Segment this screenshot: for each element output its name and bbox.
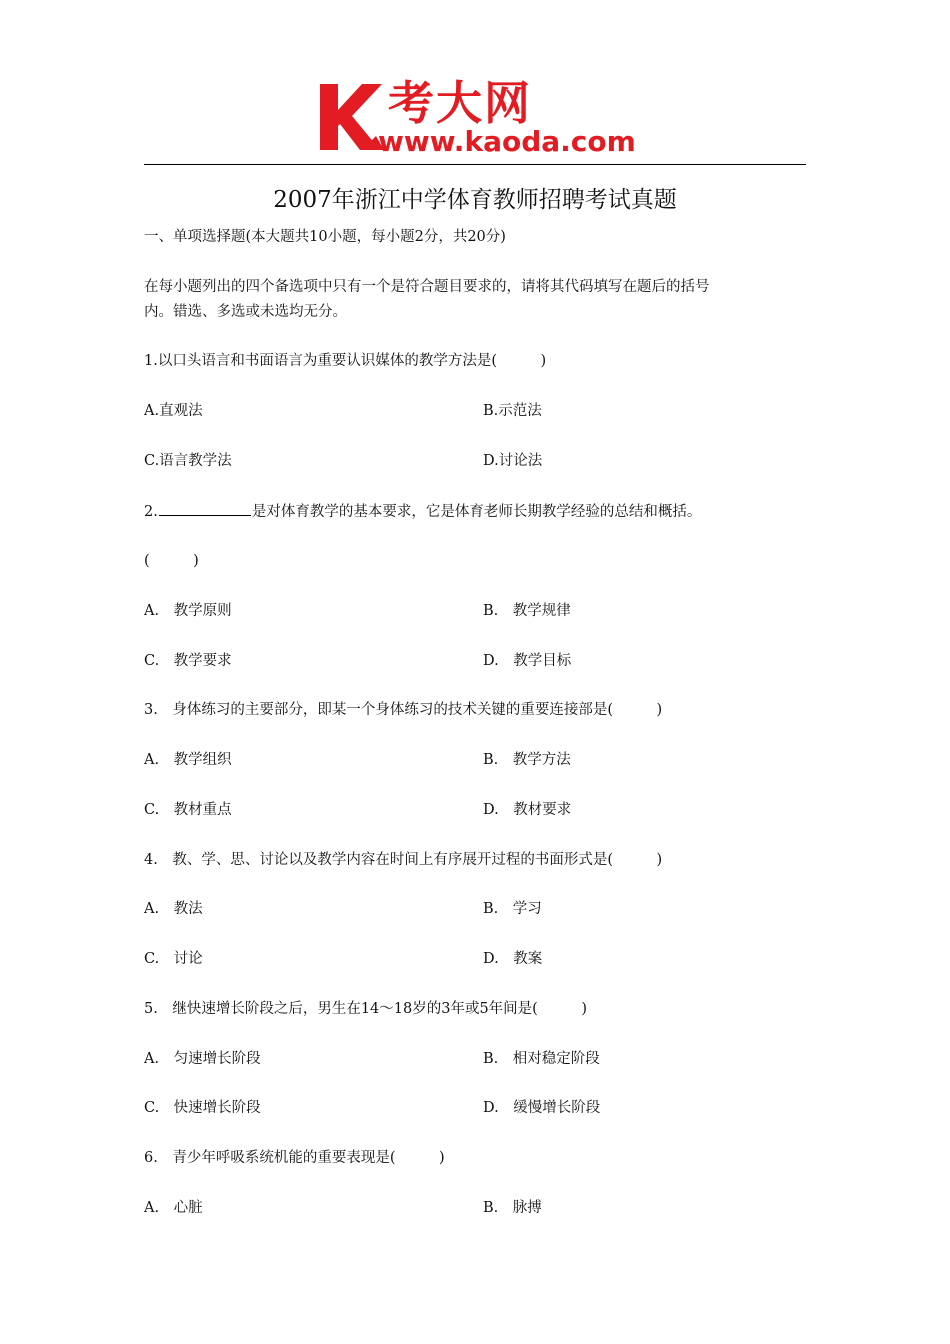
question-2-option-d: D. 教学目标 [483,653,572,669]
fill-blank [159,499,251,516]
question-3-option-a: A. 教学组织 [144,752,232,768]
question-4-option-a: A. 教法 [144,901,203,917]
question-3-option-c: C. 教材重点 [144,802,232,818]
section-heading: 一、单项选择题(本大题共10小题，每小题2分，共20分) [144,229,506,245]
question-5-option-b: B. 相对稳定阶段 [483,1051,600,1067]
logo-brand-text: 考大网 [388,76,532,130]
question-2-stem [144,499,701,524]
question-5-option-c: C. 快速增长阶段 [144,1100,261,1116]
question-2-option-c: C. 教学要求 [144,653,232,669]
question-3-option-b: B. 教学方法 [483,752,571,768]
instruction-line-2: 内。错选、多选或未选均无分。 [144,304,347,320]
question-3-stem: 3. 身体练习的主要部分，即某一个身体练习的技术关键的重要连接部是( ) [144,702,663,718]
question-5-stem: 5. 继快速增长阶段之后，男生在14～18岁的3年或5年间是( ) [144,1001,587,1017]
logo-url-text: www.kaoda.com [378,125,636,158]
k-logo-icon [318,80,384,152]
header-divider [144,164,806,165]
kaoda-logo[interactable] [318,78,640,158]
question-2-option-a: A. 教学原则 [144,603,232,619]
question-4-option-d: D. 教案 [483,951,543,967]
question-1-option-b: B.示范法 [483,403,542,419]
question-1-option-d: D.讨论法 [483,453,543,469]
question-1-stem: 1.以口头语言和书面语言为重要认识媒体的教学方法是( ) [144,353,547,369]
instruction-line-1: 在每小题列出的四个备选项中只有一个是符合题目要求的，请将其代码填写在题后的括号 [144,279,710,295]
question-5-option-d: D. 缓慢增长阶段 [483,1100,601,1116]
question-2-option-b: B. 教学规律 [483,603,571,619]
question-4-option-c: C. 讨论 [144,951,203,967]
question-6-stem: 6. 青少年呼吸系统机能的重要表现是( ) [144,1150,445,1166]
question-4-stem: 4. 教、学、思、讨论以及教学内容在时间上有序展开过程的书面形式是( ) [144,852,663,868]
question-2-text: 是对体育教学的基本要求，它是体育老师长期教学经验的总结和概括。 [251,504,702,520]
question-2-answer-paren: ( ) [144,553,199,569]
question-3-option-d: D. 教材要求 [483,802,572,818]
page-title: 2007年浙江中学体育教师招聘考试真题 [273,187,677,213]
question-6-option-b: B. 脉搏 [483,1200,542,1216]
question-5-option-a: A. 匀速增长阶段 [144,1051,261,1067]
question-1-option-c: C.语言教学法 [144,453,232,469]
question-6-option-a: A. 心脏 [144,1200,203,1216]
question-1-option-a: A.直观法 [144,403,203,419]
question-4-option-b: B. 学习 [483,901,542,917]
question-2-number: 2. [144,504,158,520]
